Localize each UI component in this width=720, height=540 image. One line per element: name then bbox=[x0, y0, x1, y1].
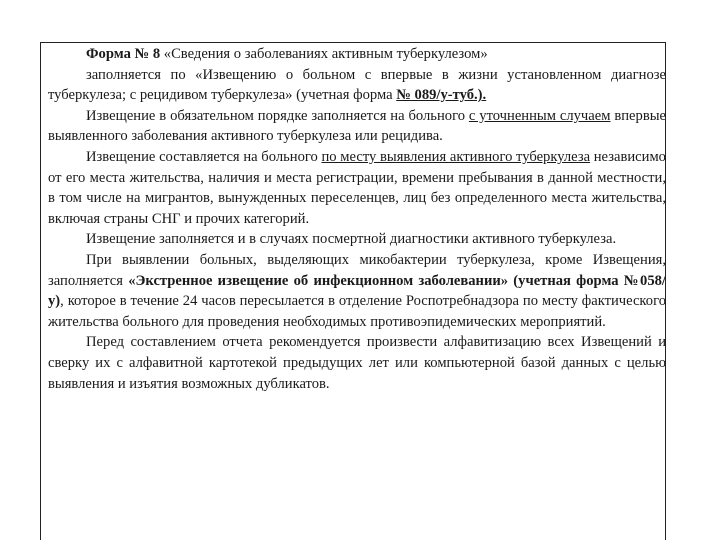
document-body bbox=[48, 44, 666, 394]
form-title-rest: «Сведения о заболеваниях активным туберкулезом» bbox=[160, 46, 488, 62]
paragraph-source bbox=[48, 65, 666, 106]
paragraph-title bbox=[48, 44, 666, 65]
paragraph-place-text-b: независимо от его места жительства, наличия и места регистрации, времени пребывания в данной местности, в том числе на мигрантов, вынужденных переселенцев, лиц без определенного места жительства, включая страны СНГ и прочих категорий. bbox=[48, 148, 666, 227]
paragraph-place-text-a: Извещение составляется на больного bbox=[86, 148, 322, 165]
underlined-confirmed-case: с уточненным случаем bbox=[468, 107, 611, 124]
emergency-notice-form-058: «Экстренное извещение об инфекционном заболевании» (учетная форма №058/у) bbox=[48, 272, 666, 310]
paragraph-mandatory-text-a: Извещение в обязательном порядке заполняется на больного bbox=[86, 107, 469, 124]
form-number-089: № 089/у-туб.). bbox=[396, 87, 487, 104]
paragraph-emergency-text-b: , которое в течение 24 часов пересылается в отделение Роспотребнадзора по месту фактического жительства больного для проведения необходимых противоэпидемических мероприятий. bbox=[48, 293, 666, 330]
underlined-place-of-detection: по месту выявления активного туберкулеза bbox=[321, 148, 591, 165]
paragraph-place bbox=[48, 147, 666, 229]
paragraph-alphabetization: Перед составлением отчета рекомендуется произвести алфавитизацию всех Извещений и сверку их с алфавитной картотекой предыдущих лет или компьютерной базой данных с целью выявления и изъятия возможных дубликатов. bbox=[48, 334, 666, 392]
form-title: Форма № 8 bbox=[86, 46, 161, 62]
paragraph-emergency bbox=[48, 250, 666, 332]
paragraph-mandatory bbox=[48, 106, 666, 147]
paragraph-mandatory-text-b: впервые выявленного заболевания активного туберкулеза или рецидива. bbox=[48, 107, 666, 145]
paragraph-source-text: заполняется по «Извещению о больном с впервые в жизни установленном диагнозе туберкулеза; с рецидивом туберкулеза» (учетная форма bbox=[48, 66, 666, 104]
paragraph-emergency-text-a: При выявлении больных, выделяющих микобактерии туберкулеза, кроме Извещения, заполняется bbox=[48, 251, 666, 289]
paragraph-posthumous: Извещение заполняется и в случаях посмертной диагностики активного туберкулеза. bbox=[86, 231, 617, 248]
